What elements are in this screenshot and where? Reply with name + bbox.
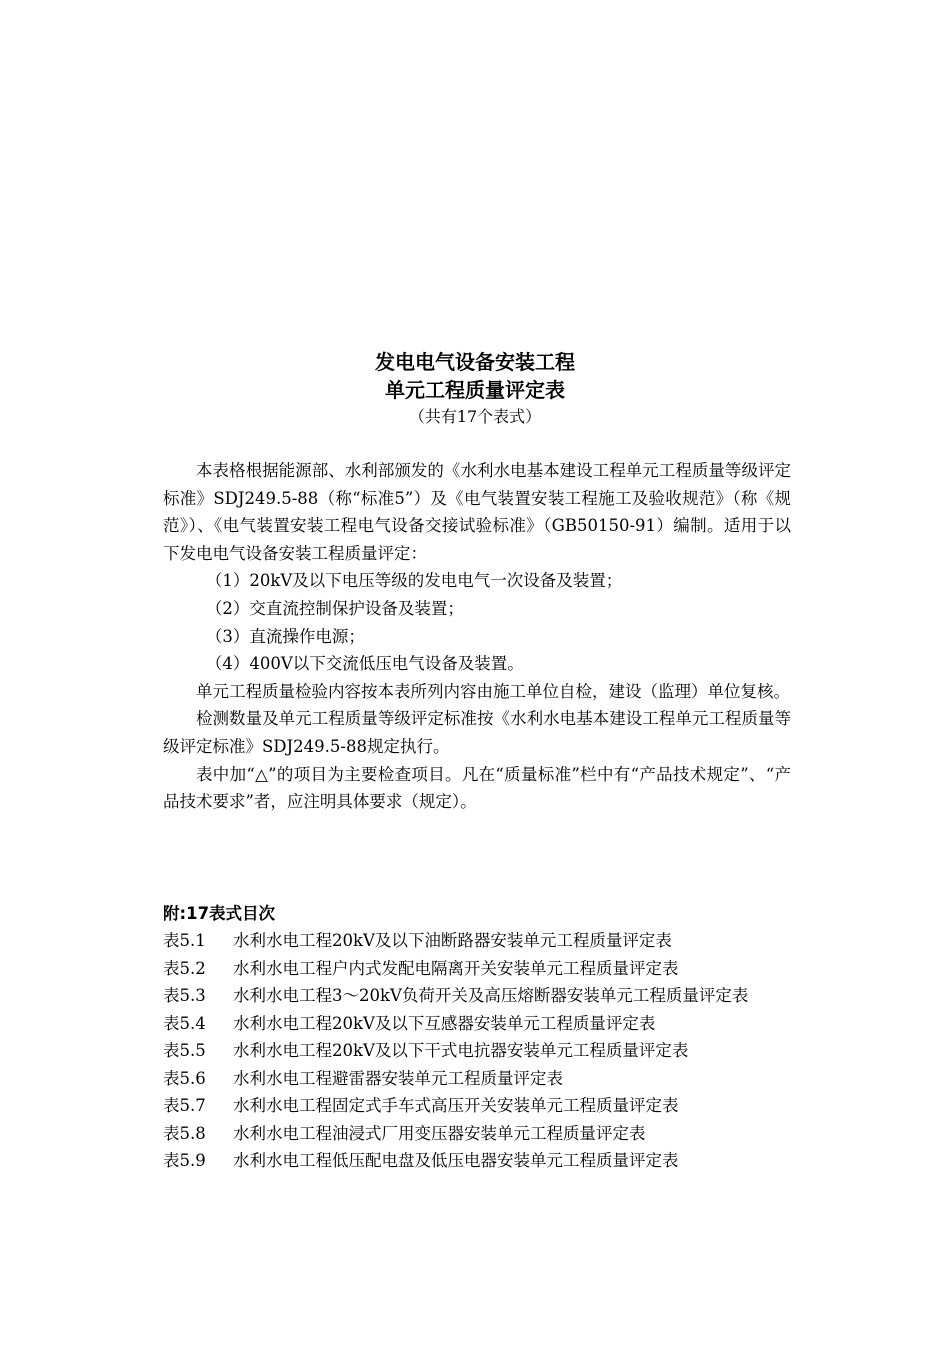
document-body xyxy=(163,457,791,816)
document-subtitle: （共有17个表式） xyxy=(408,407,542,426)
toc-entry-title: 水利水电工程固定式手车式高压开关安装单元工程质量评定表 xyxy=(233,1096,679,1115)
scope-item-1: （1）20kV及以下电压等级的发电电气一次设备及装置； xyxy=(205,571,623,591)
toc-entry xyxy=(163,1010,803,1038)
toc-entry xyxy=(163,982,803,1010)
document-title-line-2: 单元工程质量评定表 xyxy=(385,378,565,402)
toc-entry-title: 水利水电工程20kV及以下油断路器安装单元工程质量评定表 xyxy=(233,931,672,950)
toc-entry-title: 水利水电工程户内式发配电隔离开关安装单元工程质量评定表 xyxy=(233,958,679,978)
document-title-line-1: 发电电气设备安装工程 xyxy=(375,350,575,374)
toc-entry-title: 水利水电工程避雷器安装单元工程质量评定表 xyxy=(233,1068,563,1088)
standard-paragraph: 检测数量及单元工程质量等级评定标准按《水利水电基本建设工程单元工程质量等级评定标准》SDJ249.5-88规定执行。 xyxy=(163,709,791,756)
toc-entry-title: 水利水电工程20kV及以下干式电抗器安装单元工程质量评定表 xyxy=(233,1041,689,1060)
scope-item-2: （2）交直流控制保护设备及装置； xyxy=(205,598,464,618)
toc-entry-number: 表5.5 xyxy=(163,1041,206,1060)
notes-paragraph: 表中加“△”的项目为主要检查项目。凡在“质量标准”栏中有“产品技术规定”、“产品技术要求”者，应注明具体要求（规定）。 xyxy=(163,764,791,812)
toc-entry xyxy=(163,1092,803,1120)
toc-entry-number: 表5.3 xyxy=(163,986,206,1005)
toc-entry xyxy=(163,1120,803,1148)
toc-entry-title: 水利水电工程油浸式厂用变压器安装单元工程质量评定表 xyxy=(233,1123,646,1143)
toc-entry-number: 表5.8 xyxy=(163,1123,206,1143)
toc-entry-title: 水利水电工程低压配电盘及低压电器安装单元工程质量评定表 xyxy=(233,1151,679,1170)
scope-item-3: （3）直流操作电源； xyxy=(205,626,365,646)
toc-entry xyxy=(163,1065,803,1093)
toc-entry-title: 水利水电工程20kV及以下互感器安装单元工程质量评定表 xyxy=(233,1013,656,1033)
toc-entry-number: 表5.6 xyxy=(163,1068,206,1088)
inspection-paragraph: 单元工程质量检验内容按本表所列内容由施工单位自检，建设（监理）单位复核。 xyxy=(196,681,790,701)
scope-item-4: （4）400V以下交流低压电气设备及装置。 xyxy=(205,654,524,674)
toc-entry-number: 表5.7 xyxy=(163,1096,206,1115)
toc-entry xyxy=(163,1037,803,1065)
intro-paragraph: 本表格根据能源部、水利部颁发的《水利水电基本建设工程单元工程质量等级评定标准》SDJ249.5-88（称“标准5”）及《电气装置安装工程施工及验收规范》（称《规范》）、《电气装置安装工程电气设备交接试验标准》（GB50150-91）编制。适用于以下发电电气设备安装工程质量评定： xyxy=(163,461,791,563)
toc-entry-number: 表5.2 xyxy=(163,958,206,978)
toc-entry-number: 表5.1 xyxy=(163,931,206,950)
toc-entry-number: 表5.9 xyxy=(163,1151,206,1170)
toc-entry xyxy=(163,1147,803,1175)
toc-entry xyxy=(163,927,803,955)
toc-list xyxy=(163,927,803,1175)
toc-entry-title: 水利水电工程3～20kV负荷开关及高压熔断器安装单元工程质量评定表 xyxy=(233,986,749,1005)
toc-entry-number: 表5.4 xyxy=(163,1013,206,1033)
toc-entry xyxy=(163,955,803,983)
toc-heading: 附:17表式目次 xyxy=(163,904,276,923)
